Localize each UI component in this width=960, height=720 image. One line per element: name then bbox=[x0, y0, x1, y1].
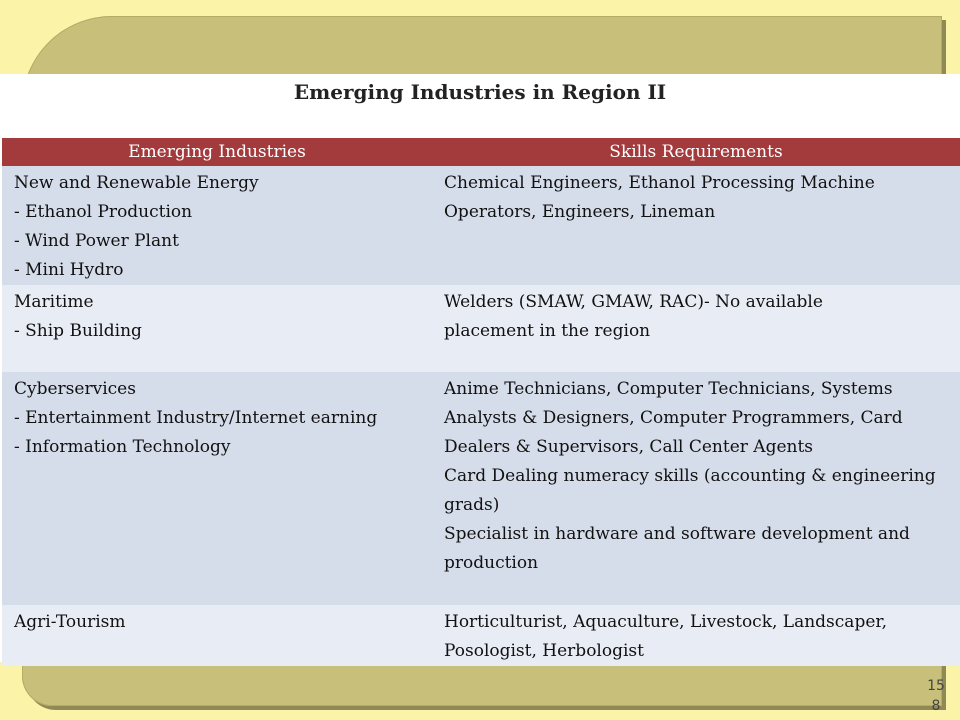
table-header-row bbox=[2, 138, 960, 166]
industry-line: - Wind Power Plant bbox=[14, 231, 179, 251]
skills-cell bbox=[432, 285, 960, 372]
skill-line: Posologist, Herbologist bbox=[444, 641, 644, 661]
table-row bbox=[2, 605, 960, 666]
skill-line: production bbox=[444, 553, 539, 573]
skill-line: Chemical Engineers, Ethanol Processing Machine bbox=[444, 173, 875, 193]
skills-cell bbox=[432, 372, 960, 605]
page-number-bottom: 8 bbox=[931, 698, 941, 714]
industry-line: Cyberservices bbox=[14, 379, 136, 399]
industry-line: - Mini Hydro bbox=[14, 260, 124, 280]
skill-line: Dealers & Supervisors, Call Center Agents bbox=[444, 437, 814, 457]
industry-line: - Information Technology bbox=[14, 437, 231, 457]
skill-line: grads) bbox=[444, 495, 500, 515]
skill-line: Horticulturist, Aquaculture, Livestock, Landscaper, bbox=[444, 612, 888, 632]
industries-cell bbox=[2, 605, 432, 666]
industry-line: Maritime bbox=[14, 292, 94, 312]
skill-line: Analysts & Designers, Computer Programmers, Card bbox=[444, 408, 903, 428]
page-number bbox=[918, 676, 954, 716]
industries-cell bbox=[2, 166, 432, 285]
table-row bbox=[2, 372, 960, 605]
industries-cell bbox=[2, 285, 432, 372]
skill-line: Welders (SMAW, GMAW, RAC)- No available bbox=[444, 292, 823, 312]
industries-table bbox=[2, 138, 960, 666]
header-skills-requirements: Skills Requirements bbox=[432, 138, 960, 166]
page-number-top: 15 bbox=[927, 678, 945, 694]
industry-line: - Entertainment Industry/Internet earning bbox=[14, 408, 378, 428]
skill-line: Operators, Engineers, Lineman bbox=[444, 202, 716, 222]
slide-title: Emerging Industries in Region II bbox=[293, 80, 667, 104]
skills-cell bbox=[432, 166, 960, 285]
skill-line: placement in the region bbox=[444, 321, 651, 341]
industry-line: - Ethanol Production bbox=[14, 202, 193, 222]
industries-cell bbox=[2, 372, 432, 605]
skill-line: Specialist in hardware and software development and bbox=[444, 524, 910, 544]
skill-line: Card Dealing numeracy skills (accounting & engineering bbox=[444, 466, 936, 486]
industry-line: Agri-Tourism bbox=[14, 612, 126, 632]
table-row bbox=[2, 166, 960, 285]
table-row bbox=[2, 285, 960, 372]
industry-line: - Ship Building bbox=[14, 321, 142, 341]
industry-line: New and Renewable Energy bbox=[14, 173, 259, 193]
skills-cell bbox=[432, 605, 960, 666]
skill-line: Anime Technicians, Computer Technicians, Systems bbox=[444, 379, 893, 399]
header-emerging-industries: Emerging Industries bbox=[2, 138, 432, 166]
